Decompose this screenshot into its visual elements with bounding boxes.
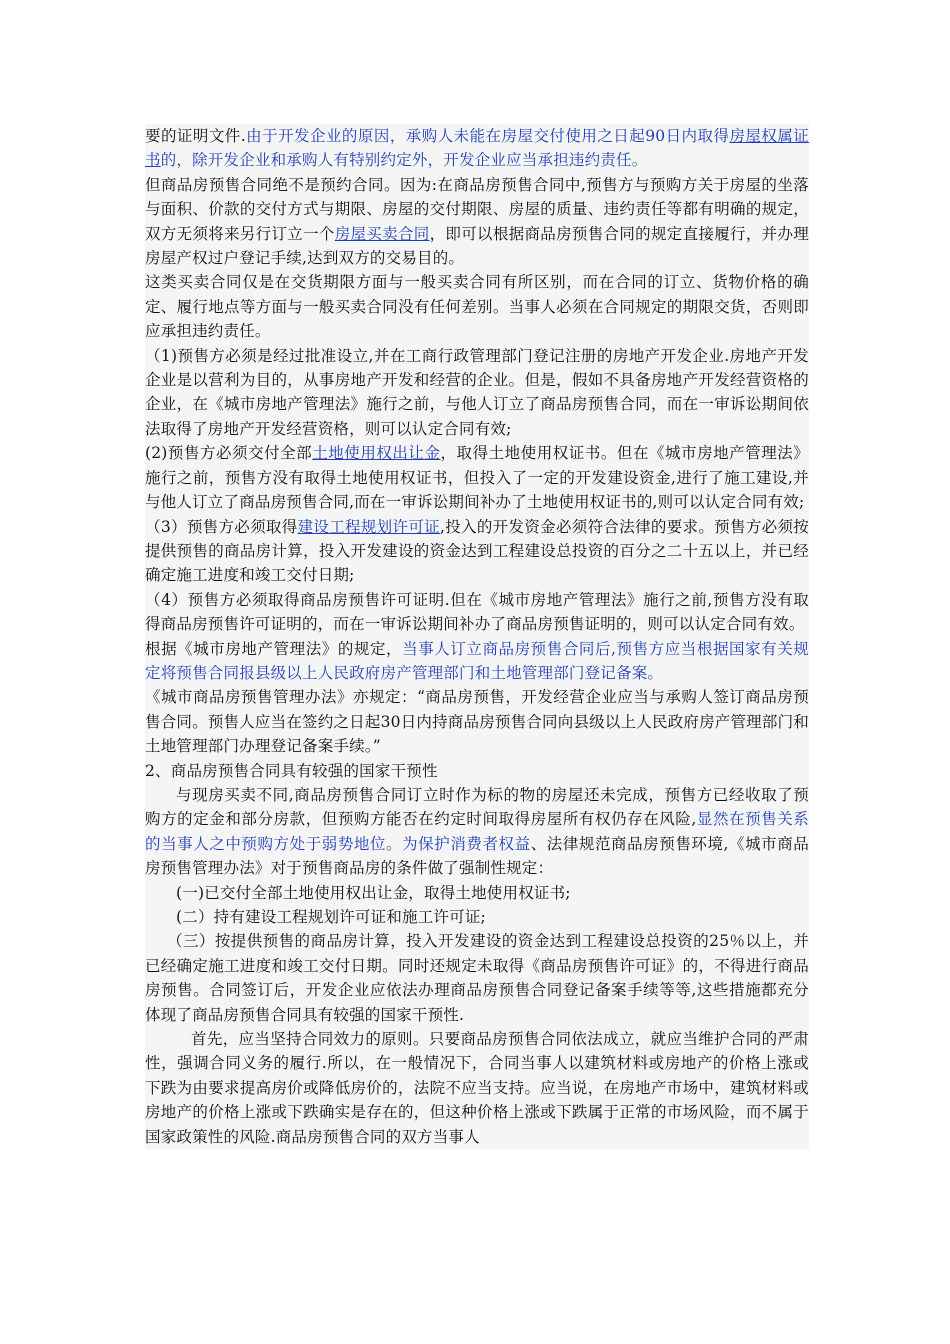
text: (2)预售方必须交付全部 (145, 444, 313, 463)
paragraph-4: （1)预售方必须是经过批准设立,并在工商行政管理部门登记注册的房地产开发企业.房地产开发企业是以营利为目的，从事房地产开发和经营的企业。但是，假如不具备房地产开发经营资格的企业，在《城市房地产管理法》施行之前，与他人订立了商品房预售合同，而在一审诉讼期间依法取得了房地产开发经营资格，则可以认定合同有效; (145, 346, 809, 438)
condition-2: (二）持有建设工程规划许可证和施工许可证; (176, 908, 486, 926)
text: 要的证明文件. (145, 127, 246, 145)
paragraph-11 (145, 783, 809, 881)
paragraph-5 (145, 441, 809, 514)
paragraph-8 (145, 637, 809, 686)
condition-3: （三）按提供预售的商品房计算，投入开发建设的资金达到工程建设总投资的25％以上，并已经确定施工进度和竣工交付日期。同时还规定未取得《商品房预售许可证》的，不得进行商品房预售。合同签订后，开发企业应依法办理商品房预售合同登记备案手续等等,这些措施都充分体现了商品房预售合同具有较强的国家干预性. (145, 932, 809, 1024)
text: （3）预售方必须取得 (145, 517, 298, 536)
text: ,投入的开发资金必须符合法律的要求。预售方必须按提供预售的商品房计算，投入开发建设的资金达到工程建设总投资的百分之二十五以上，并已经确定施工进度和竣工交付日期; (145, 517, 809, 585)
document-body (145, 124, 809, 1149)
link-property-certificate[interactable]: 房屋权属证书 (145, 127, 809, 170)
paragraph-2 (145, 173, 809, 271)
text: 但商品房预售合同绝不是预约合同。因为:在商品房预售合同中,预售方与预购方关于房屋的坐落与面积、价款的交付方式与期限、房屋的交付期限、房屋的质量、违约责任等都有明确的规定，双方无须将来另行订立一个 (145, 175, 809, 243)
paragraph-6 (145, 515, 809, 588)
text: 与现房买卖不同,商品房预售合同订立时作为标的物的房屋还未完成，预售方已经收取了预购方的定金和部分房款，但预购方能否在约定时间取得房屋所有权仍存在风险, (145, 785, 809, 829)
paragraph-9: 《城市商品房预售管理办法》亦规定：“商品房预售，开发经营企业应当与承购人签订商品房预售合同。预售人应当在签约之日起30日内持商品房预售合同向县级以上人民政府房产管理部门和土地管理部门办理登记备案手续。” (145, 688, 809, 756)
text: ，取得土地使用权证书。但在《城市房地产管理法》施行之前，预售方没有取得土地使用权证书，但投入了一定的开发建设资金,进行了施工建设,并与他人订立了商品房预售合同,而在一审诉讼期间补办了土地使用权证书的,则可以认定合同有效; (145, 444, 809, 512)
highlight-text: 当事人订立商品房预售合同后,预售方应当根据国家有关规定将预售合同报县级以上人民政府房产管理部门和土地管理部门登记备案。 (145, 639, 809, 682)
paragraph-7: （4）预售方必须取得商品房预售许可证明.但在《城市房地产管理法》施行之前,预售方没有取得商品房预售许可证明的，而在一审诉讼期间补办了商品房预售证明的，则可以认定合同有效。 (145, 590, 809, 634)
text: ，即可以根据商品房预售合同的规定直接履行，并办理房屋产权过户登记手续,达到双方的交易目的。 (145, 224, 809, 268)
condition-1: (一)已交付全部土地使用权出让金，取得土地使用权证书; (176, 883, 571, 902)
link-planning-permit[interactable]: 建设工程规划许可证 (297, 517, 440, 536)
highlight-text: 显然在预售关系的当事人之中预购方处于弱势地位。为保护消费者权益 (145, 810, 809, 853)
section-heading: 2、商品房预售合同具有较强的国家干预性 (145, 761, 438, 780)
link-land-transfer-fee[interactable]: 土地使用权出让金 (312, 444, 441, 463)
paragraph-3: 这类买卖合同仅是在交货期限方面与一般买卖合同有所区别，而在合同的订立、货物价格的确定、履行地点等方面与一般买卖合同没有任何差别。当事人必须在合同规定的期限交货，否则即应承担违约责任。 (145, 273, 809, 341)
paragraph-15: 首先，应当坚持合同效力的原则。只要商品房预售合同依法成立，就应当维护合同的严肃性，强调合同义务的履行.所以，在一般情况下，合同当事人以建筑材料或房地产的价格上涨或下跌为由要求提高房价或降低房价的，法院不应当支持。应当说，在房地产市场中，建筑材料或房地产的价格上涨或下跌确实是存在的，但这种价格上涨或下跌属于正常的市场风险，而不属于国家政策性的风险.商品房预售合同的双方当事人 (145, 1030, 809, 1146)
text: 、法律规范商品房预售环境,《城市商品房预售管理办法》对于预售商品房的条件做了强制性规定： (145, 834, 810, 878)
highlight-text: 的，除开发企业和承购人有特别约定外，开发企业应当承担违约责任。 (160, 151, 648, 170)
link-house-sale-contract[interactable]: 房屋买卖合同 (334, 224, 430, 243)
paragraph-1 (145, 124, 809, 173)
text: 根据《城市房地产管理法》的规定， (145, 639, 403, 658)
highlight-text: 由于开发企业的原因，承购人未能在房屋交付使用之日起90日内取得 (245, 127, 730, 145)
